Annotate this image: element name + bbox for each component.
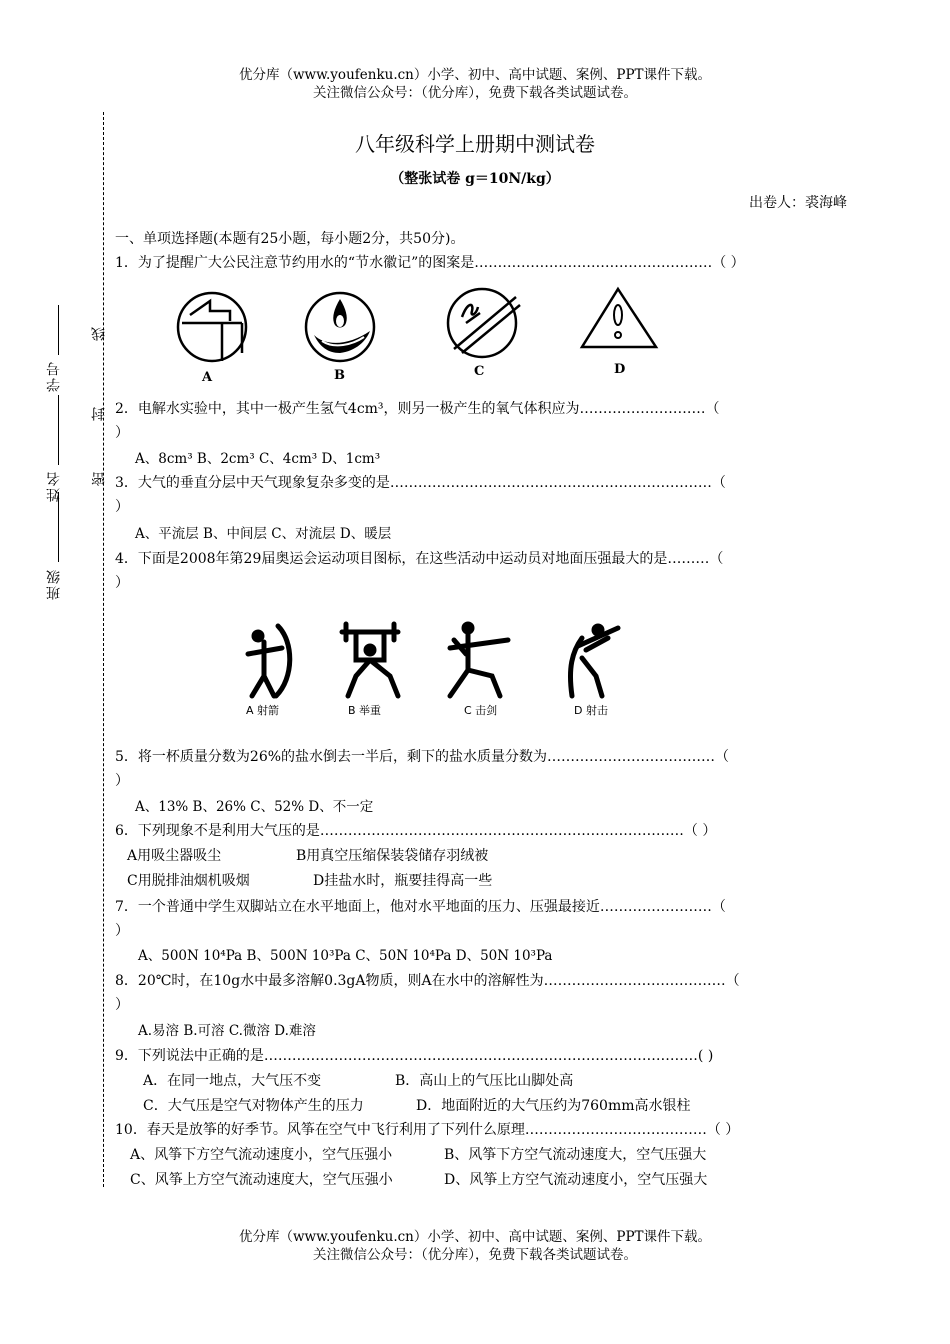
question-8: 8．20℃时，在10g水中最多溶解0.3gA物质，则A在水中的溶解性为…………………………………（ xyxy=(115,973,740,989)
q4-caption-a: A 射箭 xyxy=(246,704,280,717)
question-9-option-c: C．大气压是空气对物体产生的压力 xyxy=(143,1098,364,1114)
student-id-blank xyxy=(58,305,59,355)
q1-label-a: A xyxy=(202,370,213,385)
class-label: 班级 xyxy=(46,568,62,600)
question-5-options: A、13% B、26% C、52% D、不一定 xyxy=(135,799,374,815)
class-blank xyxy=(58,492,59,562)
name-label: 姓名 xyxy=(46,470,62,502)
footer-line-1: 优分库（www.youfenku.cn）小学、初中、高中试题、案例、PPT课件下载。 xyxy=(238,1229,712,1245)
section-heading: 一、单项选择题(本题有25小题，每小题2分，共50分)。 xyxy=(115,231,465,247)
q1-figure-c-icon xyxy=(440,283,530,383)
question-8-options: A.易溶 B.可溶 C.微溶 D.难溶 xyxy=(138,1023,316,1039)
question-6-option-b: B用真空压缩保装袋储存羽绒被 xyxy=(296,848,489,864)
paper-title: 八年级科学上册期中测试卷 xyxy=(355,132,595,156)
olympic-pictograms xyxy=(238,618,638,723)
question-9-option-b: B．高山上的气压比山脚处高 xyxy=(395,1073,574,1089)
seal-line-char: 线 xyxy=(91,325,107,341)
q4-caption-c: C 击剑 xyxy=(464,704,498,717)
paper-author: 出卷人：裘海峰 xyxy=(749,195,847,211)
question-2: 2．电解水实验中，其中一极产生氢气4cm³，则另一极产生的氧气体积应为………………………（ xyxy=(115,401,720,417)
question-6-option-a: A用吸尘器吸尘 xyxy=(127,848,222,864)
q1-figure-d-icon xyxy=(578,283,668,383)
question-9: 9．下列说法中正确的是…………………………………………………………………………………( ) xyxy=(115,1048,714,1064)
weightlifting-pictogram-icon xyxy=(342,624,398,696)
question-5: 5．将一杯质量分数为26%的盐水倒去一半后，剩下的盐水质量分数为………………………………（ xyxy=(115,749,730,765)
question-3: 3．大气的垂直分层中天气现象复杂多变的是……………………………………………………………（ xyxy=(115,475,726,491)
header-line-1: 优分库（www.youfenku.cn）小学、初中、高中试题、案例、PPT课件下载。 xyxy=(238,67,712,83)
seal-secret-char: 密 xyxy=(91,470,107,486)
question-6: 6．下列现象不是利用大气压的是……………………………………………………………………（ ） xyxy=(115,823,717,839)
question-3-close: ） xyxy=(115,499,129,515)
seal-seal-char: 封 xyxy=(91,405,107,421)
question-1: 1．为了提醒广大公民注意节约用水的“节水徽记”的图案是……………………………………………（ ） xyxy=(115,255,745,271)
binding-dashed-line xyxy=(103,112,104,1187)
name-blank xyxy=(58,395,59,465)
question-2-options: A、8cm³ B、2cm³ C、4cm³ D、1cm³ xyxy=(135,451,381,467)
question-10-option-d: D、风筝上方空气流动速度小，空气压强大 xyxy=(444,1172,708,1188)
header-line-2: 关注微信公众号：（优分库），免费下载各类试题试卷。 xyxy=(313,85,637,101)
question-7-close: ） xyxy=(115,923,129,939)
q1-figure-a-icon xyxy=(170,285,260,385)
question-6-option-c: C用脱排油烟机吸烟 xyxy=(127,873,250,889)
q1-label-c: C xyxy=(474,364,485,379)
question-10-option-b: B、风筝下方空气流动速度大，空气压强大 xyxy=(444,1147,707,1163)
question-4: 4．下面是2008年第29届奥运会运动项目图标，在这些活动中运动员对地面压强最大的是………（ xyxy=(115,551,724,567)
fencing-pictogram-icon xyxy=(450,624,508,696)
footer-line-2: 关注微信公众号：（优分库），免费下载各类试题试卷。 xyxy=(313,1247,637,1263)
student-id-label: 学号 xyxy=(46,360,62,392)
q4-caption-d: D 射击 xyxy=(574,704,608,717)
q1-figure-b-icon xyxy=(300,285,390,385)
paper-subtitle: （整张试卷 g＝10N/kg） xyxy=(390,171,560,187)
question-9-option-a: A．在同一地点，大气压不变 xyxy=(143,1073,322,1089)
question-2-close: ） xyxy=(115,425,129,441)
question-8-close: ） xyxy=(115,997,129,1013)
q4-caption-b: B 举重 xyxy=(348,704,382,717)
question-4-close: ） xyxy=(115,575,129,591)
question-3-options: A、平流层 B、中间层 C、对流层 D、暖层 xyxy=(135,526,392,542)
shooting-pictogram-icon xyxy=(570,626,618,696)
q1-label-d: D xyxy=(614,362,626,377)
question-10: 10．春天是放筝的好季节。风筝在空气中飞行利用了下列什么原理…………………………………（ ） xyxy=(115,1122,740,1138)
question-9-option-d: D．地面附近的大气压约为760mm高水银柱 xyxy=(416,1098,691,1114)
question-10-option-a: A、风筝下方空气流动速度小，空气压强小 xyxy=(130,1147,393,1163)
archery-pictogram-icon xyxy=(248,626,290,696)
question-6-option-d: D挂盐水时，瓶要挂得高一些 xyxy=(313,873,493,889)
question-7-options: A、500N 10⁴Pa B、500N 10³Pa C、50N 10⁴Pa D、50N 10³Pa xyxy=(138,948,553,964)
question-7: 7．一个普通中学生双脚站立在水平地面上，他对水平地面的压力、压强最接近……………………（ xyxy=(115,899,726,915)
question-10-option-c: C、风筝上方空气流动速度大，空气压强小 xyxy=(130,1172,393,1188)
question-5-close: ） xyxy=(115,773,129,789)
q1-label-b: B xyxy=(334,368,345,383)
